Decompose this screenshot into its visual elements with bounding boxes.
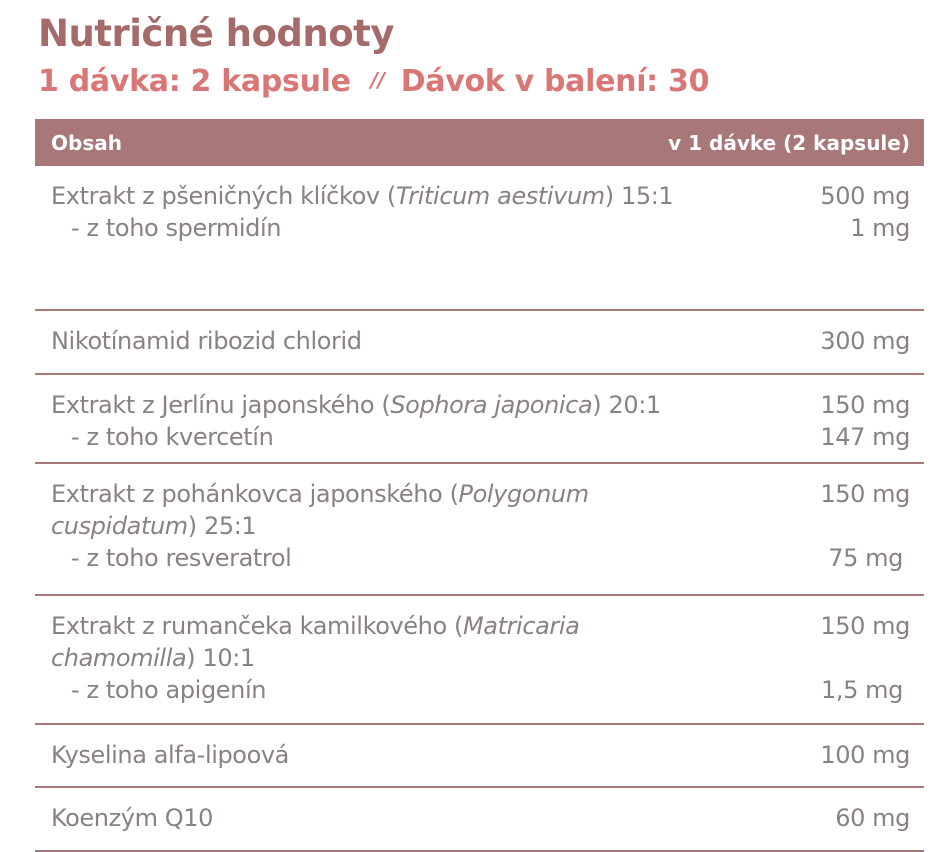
- sub-ingredient-amount: 147 mg: [820, 423, 910, 451]
- table-row: [35, 596, 924, 725]
- table-row: [35, 375, 924, 464]
- sub-ingredient-name: - z toho resveratrol: [71, 544, 292, 572]
- ingredient-line-cont: [51, 510, 910, 542]
- serving-size: 1 dávka: 2 kapsule: [38, 64, 351, 99]
- sub-ingredient-line: [51, 674, 910, 706]
- ingredient-line: [51, 802, 910, 834]
- ingredient-line: [51, 739, 910, 771]
- sub-ingredient-name: - z toho kvercetín: [71, 423, 274, 451]
- sub-ingredient-amount: 1 mg: [850, 214, 910, 242]
- ingredient-amount: 150 mg: [820, 612, 910, 640]
- table-header: [35, 119, 924, 166]
- ingredient-amount: 60 mg: [835, 804, 910, 832]
- ingredient-name: Extrakt z Jerlínu japonského (Sophora japonica) 20:1: [51, 391, 661, 419]
- latin-name: Matricaria: [462, 612, 580, 640]
- table-row: [35, 311, 924, 375]
- ingredient-name-cont: chamomilla) 10:1: [51, 644, 255, 672]
- ingredient-amount: 100 mg: [820, 741, 910, 769]
- ingredient-line: [51, 180, 910, 212]
- ingredient-name: Extrakt z pohánkovca japonského (Polygonum: [51, 480, 589, 508]
- ingredient-name: Kyselina alfa-lipoová: [51, 741, 289, 769]
- ingredient-amount: 150 mg: [820, 480, 910, 508]
- ingredient-line: [51, 610, 910, 642]
- sub-ingredient-line: [51, 421, 910, 453]
- sub-ingredient-line: [51, 212, 910, 244]
- table-row: [35, 788, 924, 852]
- sub-ingredient-amount: 75 mg: [828, 544, 903, 572]
- table-row: [35, 464, 924, 596]
- latin-name: Triticum aestivum: [395, 182, 605, 210]
- nutrition-table: [35, 119, 924, 852]
- ingredient-line-cont: [51, 642, 910, 674]
- separator: //: [370, 68, 385, 92]
- table-row: [35, 166, 924, 311]
- latin-name: chamomilla: [51, 644, 187, 672]
- ingredient-line: [51, 478, 910, 510]
- serving-info: [38, 64, 709, 99]
- ingredient-name: Extrakt z pšeničných klíčkov (Triticum aestivum) 15:1: [51, 182, 674, 210]
- ingredient-line: [51, 325, 910, 357]
- ingredient-name: Koenzým Q10: [51, 804, 214, 832]
- ingredient-amount: 150 mg: [820, 391, 910, 419]
- ingredient-amount: 300 mg: [820, 327, 910, 355]
- ingredient-amount: 500 mg: [820, 182, 910, 210]
- latin-name: cuspidatum: [51, 512, 188, 540]
- latin-name: Polygonum: [458, 480, 589, 508]
- latin-name: Sophora japonica: [390, 391, 593, 419]
- sub-ingredient-name: - z toho apigenín: [71, 676, 267, 704]
- page-title: Nutričné hodnoty: [38, 12, 394, 55]
- sub-ingredient-amount: 1,5 mg: [820, 676, 903, 704]
- sub-ingredient-name: - z toho spermidín: [71, 214, 282, 242]
- ingredient-line: [51, 389, 910, 421]
- column-header-amount: v 1 dávke (2 kapsule): [668, 130, 910, 155]
- ingredient-name: Nikotínamid ribozid chlorid: [51, 327, 362, 355]
- ingredient-name: Extrakt z rumančeka kamilkového (Matricaria: [51, 612, 580, 640]
- sub-ingredient-line: [51, 542, 910, 574]
- table-row: [35, 725, 924, 788]
- column-header-content: Obsah: [51, 130, 122, 155]
- ingredient-name-cont: cuspidatum) 25:1: [51, 512, 257, 540]
- servings-per-pack: Dávok v balení: 30: [400, 64, 710, 99]
